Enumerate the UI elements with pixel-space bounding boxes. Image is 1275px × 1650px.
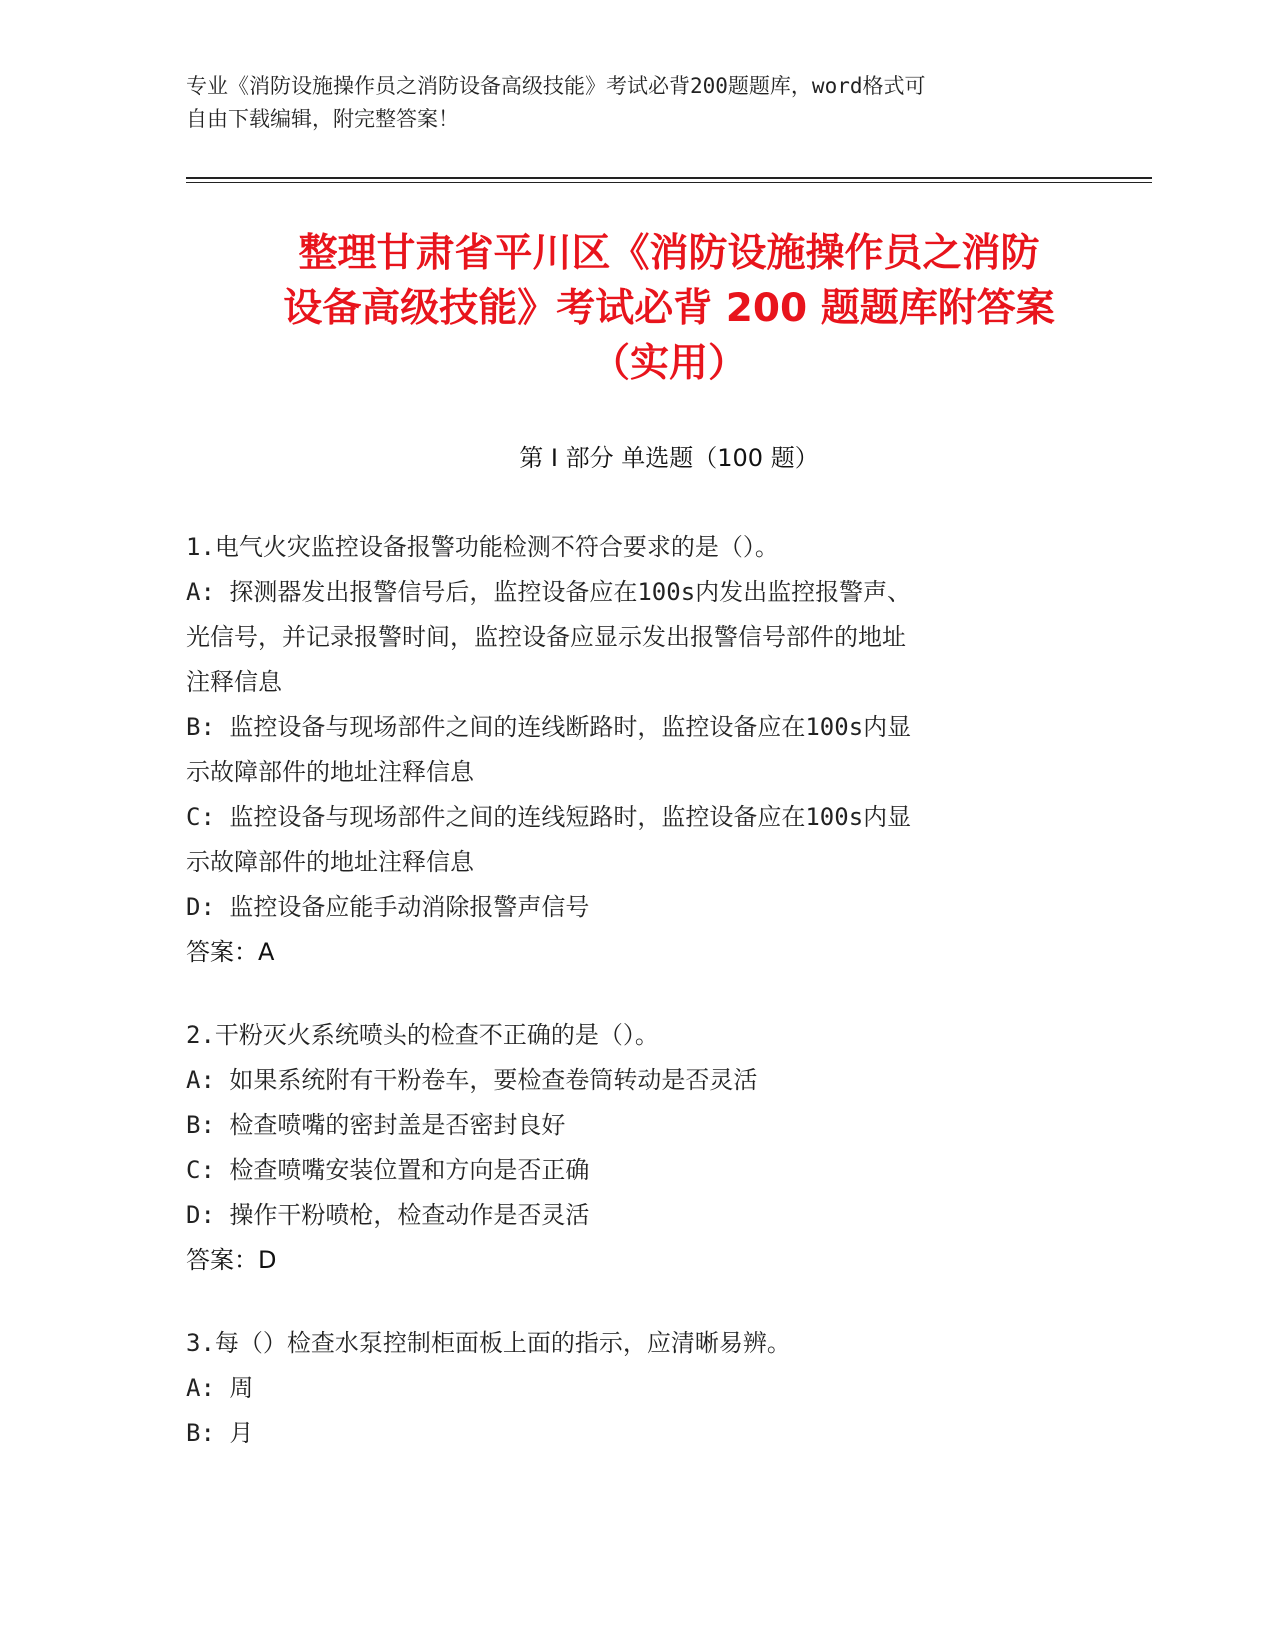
- question-stem: 2.干粉灭火系统喷头的检查不正确的是（）。: [186, 1021, 659, 1049]
- option-line: A: 探测器发出报警信号后，监控设备应在100s内发出监控报警声、: [186, 578, 912, 606]
- title-line-1: 整理甘肃省平川区《消防设施操作员之消防: [298, 231, 1040, 276]
- question-list: [186, 525, 1066, 1494]
- question-2: [186, 1013, 1066, 1283]
- question-stem: 1.电气火灾监控设备报警功能检测不符合要求的是（）。: [186, 533, 779, 561]
- option-line: B: 检查喷嘴的密封盖是否密封良好: [186, 1111, 566, 1139]
- option-line: 光信号，并记录报警时间，监控设备应显示发出报警信号部件的地址: [186, 623, 906, 651]
- title-line-2: 设备高级技能》考试必背 200 题题库附答案: [283, 286, 1055, 331]
- answer-label: 答案：D: [186, 1246, 277, 1274]
- title-line-3: （实用）: [590, 341, 747, 386]
- header-line-2: 自由下载编辑，附完整答案！: [186, 107, 459, 131]
- header-divider-thick: [186, 177, 1152, 179]
- option-line: C: 检查喷嘴安装位置和方向是否正确: [186, 1156, 590, 1184]
- option-line: A: 如果系统附有干粉卷车，要检查卷筒转动是否灵活: [186, 1066, 758, 1094]
- section-title: 第 I 部分 单选题（100 题）: [519, 444, 819, 472]
- question-options: [186, 1366, 1066, 1456]
- question-stem: 3.每（）检查水泵控制柜面板上面的指示，应清晰易辨。: [186, 1329, 791, 1357]
- option-line: D: 操作干粉喷枪，检查动作是否灵活: [186, 1201, 590, 1229]
- option-line: A: 周: [186, 1374, 254, 1402]
- option-line: B: 月: [186, 1419, 254, 1447]
- document-header: [186, 70, 1086, 136]
- option-line: 示故障部件的地址注释信息: [186, 758, 474, 786]
- question-1: [186, 525, 1066, 975]
- document-title: [186, 226, 1152, 391]
- header-line-1: 专业《消防设施操作员之消防设备高级技能》考试必背200题题库，word格式可: [186, 74, 926, 98]
- answer-label: 答案：A: [186, 938, 275, 966]
- question-options: [186, 570, 1066, 930]
- question-3: [186, 1321, 1066, 1456]
- option-line: 示故障部件的地址注释信息: [186, 848, 474, 876]
- header-divider-thin: [186, 182, 1152, 183]
- question-options: [186, 1058, 1066, 1238]
- option-line: D: 监控设备应能手动消除报警声信号: [186, 893, 590, 921]
- option-line: C: 监控设备与现场部件之间的连线短路时，监控设备应在100s内显: [186, 803, 912, 831]
- option-line: B: 监控设备与现场部件之间的连线断路时，监控设备应在100s内显: [186, 713, 912, 741]
- option-line: 注释信息: [186, 668, 282, 696]
